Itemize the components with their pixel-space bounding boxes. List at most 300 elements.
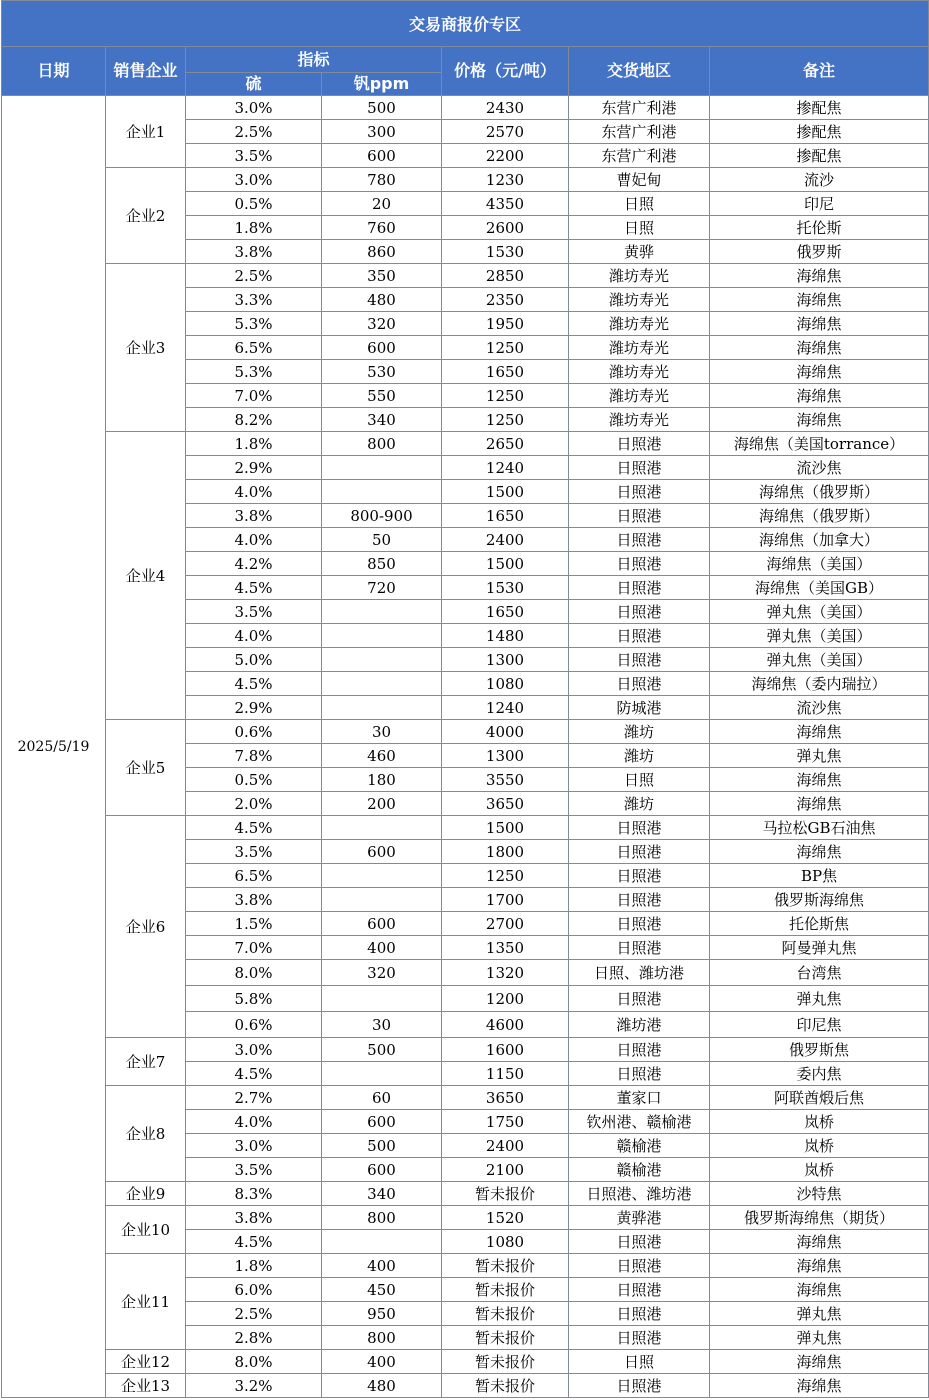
vanadium-cell: 340 (322, 408, 442, 432)
sulfur-cell: 5.3% (186, 312, 322, 336)
remark-cell: 海绵焦（美国torrance） (710, 432, 929, 456)
sulfur-header: 硫 (186, 73, 322, 96)
price-cell: 3550 (442, 768, 569, 792)
sulfur-cell: 2.5% (186, 1302, 322, 1326)
delivery-cell: 日照港 (569, 1230, 710, 1254)
vanadium-cell: 600 (322, 144, 442, 168)
sulfur-cell: 3.0% (186, 1038, 322, 1062)
vanadium-cell: 780 (322, 168, 442, 192)
sulfur-cell: 3.0% (186, 168, 322, 192)
enterprise-cell: 企业5 (106, 720, 186, 816)
remark-cell: BP焦 (710, 864, 929, 888)
sulfur-cell: 4.5% (186, 672, 322, 696)
delivery-cell: 日照港、潍坊港 (569, 1182, 710, 1206)
sulfur-cell: 3.0% (186, 96, 322, 120)
price-cell: 1500 (442, 480, 569, 504)
price-cell: 1080 (442, 672, 569, 696)
delivery-cell: 日照港 (569, 1326, 710, 1350)
enterprise-cell: 企业6 (106, 816, 186, 1038)
sulfur-cell: 8.2% (186, 408, 322, 432)
price-cell: 暂未报价 (442, 1278, 569, 1302)
remark-cell: 掺配焦 (710, 144, 929, 168)
price-cell: 暂未报价 (442, 1182, 569, 1206)
vanadium-cell: 500 (322, 96, 442, 120)
price-cell: 2100 (442, 1158, 569, 1182)
page-title: 交易商报价专区 (2, 1, 929, 47)
price-cell: 1320 (442, 960, 569, 986)
sulfur-cell: 5.0% (186, 648, 322, 672)
table-row (2, 1086, 929, 1110)
sulfur-cell: 4.5% (186, 1230, 322, 1254)
quote-body (2, 96, 929, 1398)
delivery-cell: 日照港 (569, 936, 710, 960)
sulfur-cell: 1.8% (186, 432, 322, 456)
table-row (2, 1350, 929, 1374)
vanadium-cell: 180 (322, 768, 442, 792)
sulfur-cell: 3.0% (186, 1134, 322, 1158)
price-cell: 2400 (442, 528, 569, 552)
vanadium-cell: 800 (322, 1326, 442, 1350)
price-cell: 1530 (442, 240, 569, 264)
delivery-cell: 日照港 (569, 888, 710, 912)
sulfur-cell: 1.5% (186, 912, 322, 936)
sulfur-cell: 1.8% (186, 1254, 322, 1278)
vanadium-cell: 20 (322, 192, 442, 216)
sulfur-cell: 3.8% (186, 888, 322, 912)
sulfur-cell: 7.0% (186, 384, 322, 408)
delivery-cell: 日照港 (569, 648, 710, 672)
price-cell: 3650 (442, 1086, 569, 1110)
price-cell: 2850 (442, 264, 569, 288)
delivery-cell: 防城港 (569, 696, 710, 720)
price-cell: 暂未报价 (442, 1326, 569, 1350)
delivery-cell: 日照 (569, 192, 710, 216)
quote-table (1, 0, 929, 1398)
price-cell: 1240 (442, 696, 569, 720)
sulfur-cell: 4.0% (186, 1110, 322, 1134)
price-cell: 1250 (442, 336, 569, 360)
delivery-cell: 日照港 (569, 576, 710, 600)
vanadium-cell: 300 (322, 120, 442, 144)
remark-cell: 阿联酋煅后焦 (710, 1086, 929, 1110)
remark-cell: 海绵焦 (710, 408, 929, 432)
vanadium-cell: 460 (322, 744, 442, 768)
indicator-header: 指标 (186, 47, 442, 73)
sulfur-cell: 5.8% (186, 986, 322, 1012)
price-cell: 1080 (442, 1230, 569, 1254)
delivery-cell: 潍坊港 (569, 1012, 710, 1038)
price-cell: 2200 (442, 144, 569, 168)
remark-cell: 弹丸焦（美国） (710, 648, 929, 672)
price-cell: 暂未报价 (442, 1254, 569, 1278)
remark-cell: 弹丸焦 (710, 1326, 929, 1350)
vanadium-cell: 200 (322, 792, 442, 816)
remark-cell: 海绵焦（俄罗斯） (710, 504, 929, 528)
remark-cell: 印尼焦 (710, 1012, 929, 1038)
vanadium-cell: 480 (322, 288, 442, 312)
sulfur-cell: 0.5% (186, 192, 322, 216)
vanadium-cell: 320 (322, 312, 442, 336)
sulfur-cell: 4.2% (186, 552, 322, 576)
vanadium-cell: 600 (322, 840, 442, 864)
sulfur-cell: 0.5% (186, 768, 322, 792)
delivery-cell: 日照港 (569, 672, 710, 696)
delivery-cell: 日照港 (569, 1302, 710, 1326)
enterprise-cell: 企业13 (106, 1374, 186, 1398)
delivery-cell: 黄骅港 (569, 1206, 710, 1230)
remark-cell: 海绵焦 (710, 312, 929, 336)
delivery-cell: 潍坊 (569, 792, 710, 816)
price-cell: 1520 (442, 1206, 569, 1230)
delivery-cell: 日照港 (569, 456, 710, 480)
sulfur-cell: 2.9% (186, 696, 322, 720)
remark-cell: 海绵焦 (710, 384, 929, 408)
sulfur-cell: 8.0% (186, 1350, 322, 1374)
delivery-cell: 日照 (569, 1350, 710, 1374)
vanadium-cell: 30 (322, 1012, 442, 1038)
price-cell: 1650 (442, 504, 569, 528)
vanadium-cell (322, 1062, 442, 1086)
table-row (2, 816, 929, 840)
price-cell: 4600 (442, 1012, 569, 1038)
vanadium-cell: 50 (322, 528, 442, 552)
vanadium-cell: 60 (322, 1086, 442, 1110)
vanadium-cell (322, 986, 442, 1012)
delivery-cell: 赣榆港 (569, 1134, 710, 1158)
sulfur-cell: 3.2% (186, 1374, 322, 1398)
vanadium-cell: 600 (322, 336, 442, 360)
remark-cell: 俄罗斯焦 (710, 1038, 929, 1062)
table-row (2, 720, 929, 744)
remark-cell: 流沙焦 (710, 456, 929, 480)
remark-cell: 托伦斯 (710, 216, 929, 240)
sulfur-cell: 4.5% (186, 1062, 322, 1086)
price-cell: 1150 (442, 1062, 569, 1086)
price-cell: 1800 (442, 840, 569, 864)
price-cell: 2430 (442, 96, 569, 120)
delivery-cell: 东营广利港 (569, 144, 710, 168)
sulfur-cell: 8.3% (186, 1182, 322, 1206)
delivery-cell: 日照港 (569, 1062, 710, 1086)
price-cell: 2600 (442, 216, 569, 240)
price-cell: 1480 (442, 624, 569, 648)
vanadium-cell: 600 (322, 1110, 442, 1134)
vanadium-cell: 550 (322, 384, 442, 408)
vanadium-cell: 350 (322, 264, 442, 288)
sulfur-cell: 3.8% (186, 1206, 322, 1230)
price-cell: 1230 (442, 168, 569, 192)
remark-cell: 海绵焦 (710, 360, 929, 384)
price-cell: 2400 (442, 1134, 569, 1158)
vanadium-cell (322, 864, 442, 888)
remark-cell: 海绵焦 (710, 768, 929, 792)
vanadium-cell: 340 (322, 1182, 442, 1206)
sulfur-cell: 2.0% (186, 792, 322, 816)
price-cell: 暂未报价 (442, 1374, 569, 1398)
vanadium-cell: 480 (322, 1374, 442, 1398)
vanadium-cell (322, 672, 442, 696)
vanadium-cell: 320 (322, 960, 442, 986)
price-cell: 1350 (442, 936, 569, 960)
remark-cell: 流沙 (710, 168, 929, 192)
delivery-cell: 日照港 (569, 816, 710, 840)
table-row (2, 96, 929, 120)
price-cell: 1700 (442, 888, 569, 912)
remark-cell: 海绵焦（委内瑞拉） (710, 672, 929, 696)
enterprise-cell: 企业11 (106, 1254, 186, 1350)
vanadium-cell: 450 (322, 1278, 442, 1302)
table-row (2, 168, 929, 192)
table-row (2, 1038, 929, 1062)
delivery-cell: 黄骅 (569, 240, 710, 264)
delivery-cell: 日照港 (569, 504, 710, 528)
table-row (2, 1374, 929, 1398)
enterprise-cell: 企业1 (106, 96, 186, 168)
delivery-cell: 日照、潍坊港 (569, 960, 710, 986)
price-cell: 2650 (442, 432, 569, 456)
enterprise-cell: 企业10 (106, 1206, 186, 1254)
delivery-cell: 日照港 (569, 840, 710, 864)
remark-cell: 台湾焦 (710, 960, 929, 986)
table-row (2, 432, 929, 456)
price-cell: 2350 (442, 288, 569, 312)
delivery-cell: 东营广利港 (569, 96, 710, 120)
sulfur-cell: 5.3% (186, 360, 322, 384)
table-row (2, 1206, 929, 1230)
remark-cell: 海绵焦 (710, 264, 929, 288)
delivery-header: 交货地区 (569, 47, 710, 96)
delivery-cell: 潍坊 (569, 720, 710, 744)
remark-cell: 岚桥 (710, 1134, 929, 1158)
enterprise-cell: 企业7 (106, 1038, 186, 1086)
table-row (2, 264, 929, 288)
remark-cell: 弹丸焦 (710, 986, 929, 1012)
price-cell: 1250 (442, 384, 569, 408)
price-header: 价格（元/吨） (442, 47, 569, 96)
remark-cell: 海绵焦 (710, 288, 929, 312)
remark-cell: 海绵焦 (710, 1278, 929, 1302)
sulfur-cell: 2.5% (186, 120, 322, 144)
vanadium-cell: 950 (322, 1302, 442, 1326)
delivery-cell: 潍坊寿光 (569, 312, 710, 336)
sulfur-cell: 3.5% (186, 600, 322, 624)
delivery-cell: 赣榆港 (569, 1158, 710, 1182)
price-cell: 1250 (442, 864, 569, 888)
remark-cell: 马拉松GB石油焦 (710, 816, 929, 840)
vanadium-cell: 530 (322, 360, 442, 384)
vanadium-cell: 760 (322, 216, 442, 240)
price-cell: 暂未报价 (442, 1302, 569, 1326)
vanadium-cell: 600 (322, 912, 442, 936)
delivery-cell: 钦州港、赣榆港 (569, 1110, 710, 1134)
vanadium-cell (322, 816, 442, 840)
sulfur-cell: 2.5% (186, 264, 322, 288)
price-cell: 2700 (442, 912, 569, 936)
vanadium-cell: 850 (322, 552, 442, 576)
price-cell: 3650 (442, 792, 569, 816)
vanadium-cell (322, 648, 442, 672)
price-cell: 1500 (442, 552, 569, 576)
remark-cell: 俄罗斯海绵焦 (710, 888, 929, 912)
sulfur-cell: 4.0% (186, 480, 322, 504)
price-cell: 暂未报价 (442, 1350, 569, 1374)
remark-cell: 海绵焦 (710, 1350, 929, 1374)
remark-cell: 沙特焦 (710, 1182, 929, 1206)
sulfur-cell: 4.0% (186, 624, 322, 648)
enterprise-cell: 企业12 (106, 1350, 186, 1374)
vanadium-cell: 800 (322, 1206, 442, 1230)
remark-header: 备注 (710, 47, 929, 96)
vanadium-cell (322, 600, 442, 624)
remark-cell: 弹丸焦（美国） (710, 600, 929, 624)
remark-cell: 掺配焦 (710, 120, 929, 144)
vanadium-cell: 400 (322, 1254, 442, 1278)
sulfur-cell: 3.8% (186, 504, 322, 528)
sulfur-cell: 2.7% (186, 1086, 322, 1110)
delivery-cell: 日照港 (569, 528, 710, 552)
remark-cell: 岚桥 (710, 1158, 929, 1182)
sulfur-cell: 6.0% (186, 1278, 322, 1302)
sulfur-cell: 4.5% (186, 816, 322, 840)
vanadium-cell: 600 (322, 1158, 442, 1182)
delivery-cell: 日照港 (569, 624, 710, 648)
enterprise-cell: 企业8 (106, 1086, 186, 1182)
vanadium-cell: 400 (322, 936, 442, 960)
sulfur-cell: 3.5% (186, 840, 322, 864)
sulfur-cell: 3.5% (186, 144, 322, 168)
price-cell: 1650 (442, 360, 569, 384)
enterprise-cell: 企业4 (106, 432, 186, 720)
delivery-cell: 潍坊寿光 (569, 264, 710, 288)
delivery-cell: 潍坊寿光 (569, 384, 710, 408)
remark-cell: 海绵焦 (710, 792, 929, 816)
sulfur-cell: 2.9% (186, 456, 322, 480)
price-cell: 1500 (442, 816, 569, 840)
remark-cell: 托伦斯焦 (710, 912, 929, 936)
delivery-cell: 潍坊寿光 (569, 360, 710, 384)
price-cell: 1300 (442, 648, 569, 672)
seller-header: 销售企业 (106, 47, 186, 96)
vanadium-header: 钒ppm (322, 73, 442, 96)
table-row (2, 1182, 929, 1206)
delivery-cell: 日照港 (569, 912, 710, 936)
remark-cell: 海绵焦（美国） (710, 552, 929, 576)
delivery-cell: 潍坊寿光 (569, 336, 710, 360)
delivery-cell: 潍坊 (569, 744, 710, 768)
delivery-cell: 日照 (569, 768, 710, 792)
sulfur-cell: 7.8% (186, 744, 322, 768)
sulfur-cell: 1.8% (186, 216, 322, 240)
sulfur-cell: 4.5% (186, 576, 322, 600)
remark-cell: 委内焦 (710, 1062, 929, 1086)
remark-cell: 海绵焦 (710, 1374, 929, 1398)
price-cell: 4000 (442, 720, 569, 744)
vanadium-cell: 30 (322, 720, 442, 744)
enterprise-cell: 企业2 (106, 168, 186, 264)
delivery-cell: 曹妃甸 (569, 168, 710, 192)
vanadium-cell (322, 1230, 442, 1254)
sulfur-cell: 7.0% (186, 936, 322, 960)
vanadium-cell (322, 456, 442, 480)
vanadium-cell: 720 (322, 576, 442, 600)
delivery-cell: 日照港 (569, 864, 710, 888)
vanadium-cell (322, 888, 442, 912)
delivery-cell: 日照港 (569, 1038, 710, 1062)
remark-cell: 岚桥 (710, 1110, 929, 1134)
delivery-cell: 日照港 (569, 1254, 710, 1278)
remark-cell: 海绵焦（俄罗斯） (710, 480, 929, 504)
vanadium-cell: 800 (322, 432, 442, 456)
remark-cell: 海绵焦 (710, 1230, 929, 1254)
delivery-cell: 日照港 (569, 1278, 710, 1302)
delivery-cell: 潍坊寿光 (569, 288, 710, 312)
remark-cell: 海绵焦 (710, 840, 929, 864)
price-cell: 1750 (442, 1110, 569, 1134)
vanadium-cell: 860 (322, 240, 442, 264)
price-cell: 1600 (442, 1038, 569, 1062)
sulfur-cell: 0.6% (186, 1012, 322, 1038)
vanadium-cell: 500 (322, 1038, 442, 1062)
delivery-cell: 日照港 (569, 552, 710, 576)
remark-cell: 掺配焦 (710, 96, 929, 120)
vanadium-cell: 800-900 (322, 504, 442, 528)
delivery-cell: 日照港 (569, 1374, 710, 1398)
sulfur-cell: 3.3% (186, 288, 322, 312)
remark-cell: 海绵焦（美国GB） (710, 576, 929, 600)
price-cell: 1250 (442, 408, 569, 432)
table-row (2, 1254, 929, 1278)
delivery-cell: 日照港 (569, 600, 710, 624)
sulfur-cell: 4.0% (186, 528, 322, 552)
remark-cell: 海绵焦 (710, 1254, 929, 1278)
price-cell: 1240 (442, 456, 569, 480)
remark-cell: 海绵焦（加拿大） (710, 528, 929, 552)
remark-cell: 海绵焦 (710, 720, 929, 744)
remark-cell: 弹丸焦 (710, 1302, 929, 1326)
remark-cell: 弹丸焦（美国） (710, 624, 929, 648)
sulfur-cell: 6.5% (186, 864, 322, 888)
vanadium-cell: 500 (322, 1134, 442, 1158)
sulfur-cell: 8.0% (186, 960, 322, 986)
remark-cell: 俄罗斯 (710, 240, 929, 264)
price-cell: 1300 (442, 744, 569, 768)
enterprise-cell: 企业9 (106, 1182, 186, 1206)
vanadium-cell (322, 480, 442, 504)
vanadium-cell (322, 624, 442, 648)
price-cell: 1650 (442, 600, 569, 624)
sulfur-cell: 0.6% (186, 720, 322, 744)
date-cell: 2025/5/19 (2, 96, 106, 1398)
sulfur-cell: 2.8% (186, 1326, 322, 1350)
remark-cell: 阿曼弹丸焦 (710, 936, 929, 960)
vanadium-cell (322, 696, 442, 720)
remark-cell: 印尼 (710, 192, 929, 216)
delivery-cell: 日照港 (569, 480, 710, 504)
price-cell: 2570 (442, 120, 569, 144)
vanadium-cell: 400 (322, 1350, 442, 1374)
sulfur-cell: 3.5% (186, 1158, 322, 1182)
delivery-cell: 潍坊寿光 (569, 408, 710, 432)
remark-cell: 弹丸焦 (710, 744, 929, 768)
remark-cell: 流沙焦 (710, 696, 929, 720)
delivery-cell: 日照 (569, 216, 710, 240)
sulfur-cell: 3.8% (186, 240, 322, 264)
date-header: 日期 (2, 47, 106, 96)
delivery-cell: 东营广利港 (569, 120, 710, 144)
sulfur-cell: 6.5% (186, 336, 322, 360)
delivery-cell: 董家口 (569, 1086, 710, 1110)
price-cell: 1950 (442, 312, 569, 336)
